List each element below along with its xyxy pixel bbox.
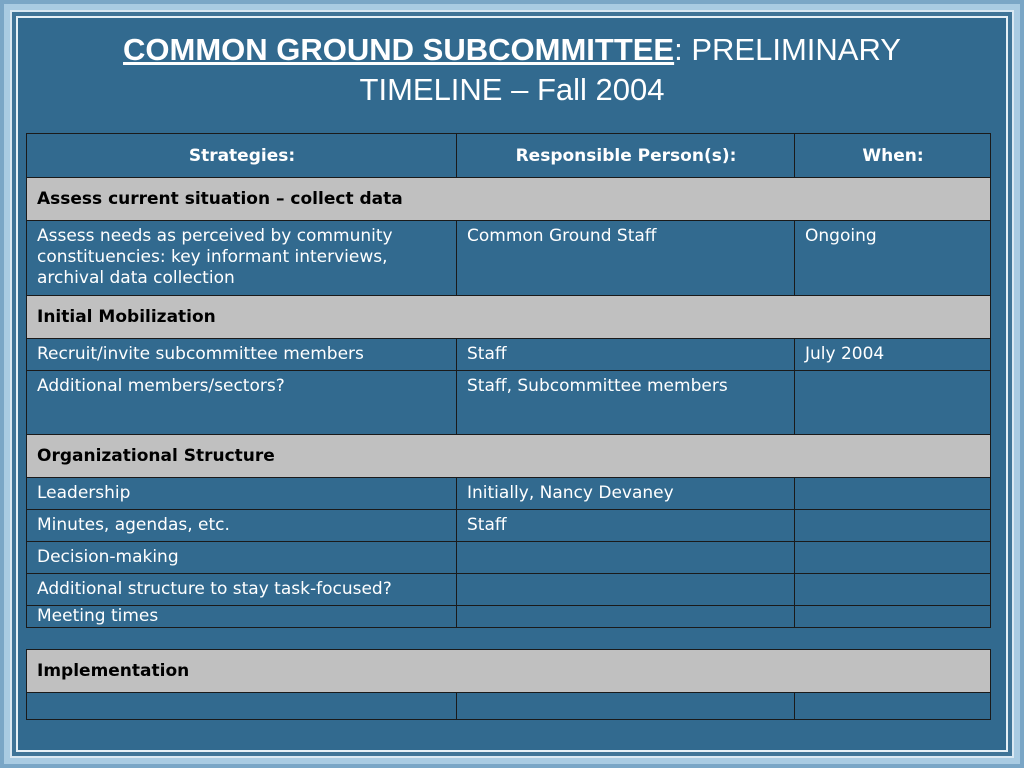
table-row <box>27 478 991 510</box>
table-row <box>27 510 991 542</box>
header-when: When: <box>795 134 991 178</box>
strategy-cell: Leadership <box>27 478 457 510</box>
when-cell: Ongoing <box>795 221 991 296</box>
title-suffix: : PRELIMINARY <box>674 32 901 67</box>
responsible-cell <box>457 693 795 720</box>
strategy-cell: Meeting times <box>27 606 457 628</box>
table-row <box>27 221 991 296</box>
when-cell <box>795 574 991 606</box>
when-cell <box>795 606 991 628</box>
gap-cell <box>27 628 991 650</box>
responsible-cell: Staff <box>457 510 795 542</box>
responsible-cell <box>457 606 795 628</box>
header-strategies: Strategies: <box>27 134 457 178</box>
when-cell <box>795 510 991 542</box>
strategy-cell: Recruit/invite subcommittee members <box>27 339 457 371</box>
table-row <box>27 542 991 574</box>
section-heading-implementation: Implementation <box>27 650 991 693</box>
responsible-cell: Initially, Nancy Devaney <box>457 478 795 510</box>
section-row <box>27 650 991 693</box>
responsible-cell <box>457 542 795 574</box>
section-row <box>27 296 991 339</box>
section-heading-structure: Organizational Structure <box>27 435 991 478</box>
header-responsible: Responsible Person(s): <box>457 134 795 178</box>
title-line-2: TIMELINE – Fall 2004 <box>359 72 665 107</box>
table-row <box>27 606 991 628</box>
section-heading-assess: Assess current situation – collect data <box>27 178 991 221</box>
responsible-cell: Staff, Subcommittee members <box>457 371 795 435</box>
when-cell <box>795 478 991 510</box>
section-heading-mobilization: Initial Mobilization <box>27 296 991 339</box>
strategy-cell: Minutes, agendas, etc. <box>27 510 457 542</box>
when-cell <box>795 371 991 435</box>
table-row <box>27 574 991 606</box>
title-committee-name: COMMON GROUND SUBCOMMITTEE <box>123 32 675 67</box>
section-row <box>27 178 991 221</box>
strategy-cell: Assess needs as perceived by community constituencies: key informant interviews, archival data collection <box>27 221 457 296</box>
strategy-cell <box>27 693 457 720</box>
responsible-cell: Common Ground Staff <box>457 221 795 296</box>
section-row <box>27 435 991 478</box>
responsible-cell: Staff <box>457 339 795 371</box>
timeline-table <box>26 133 991 720</box>
strategy-cell: Additional structure to stay task-focused? <box>27 574 457 606</box>
table-row <box>27 339 991 371</box>
table-row <box>27 371 991 435</box>
table-gap <box>27 628 991 650</box>
when-cell: July 2004 <box>795 339 991 371</box>
header-row <box>27 134 991 178</box>
when-cell <box>795 542 991 574</box>
when-cell <box>795 693 991 720</box>
strategy-cell: Decision-making <box>27 542 457 574</box>
slide-title <box>0 30 1024 110</box>
strategy-cell: Additional members/sectors? <box>27 371 457 435</box>
table-row <box>27 693 991 720</box>
responsible-cell <box>457 574 795 606</box>
